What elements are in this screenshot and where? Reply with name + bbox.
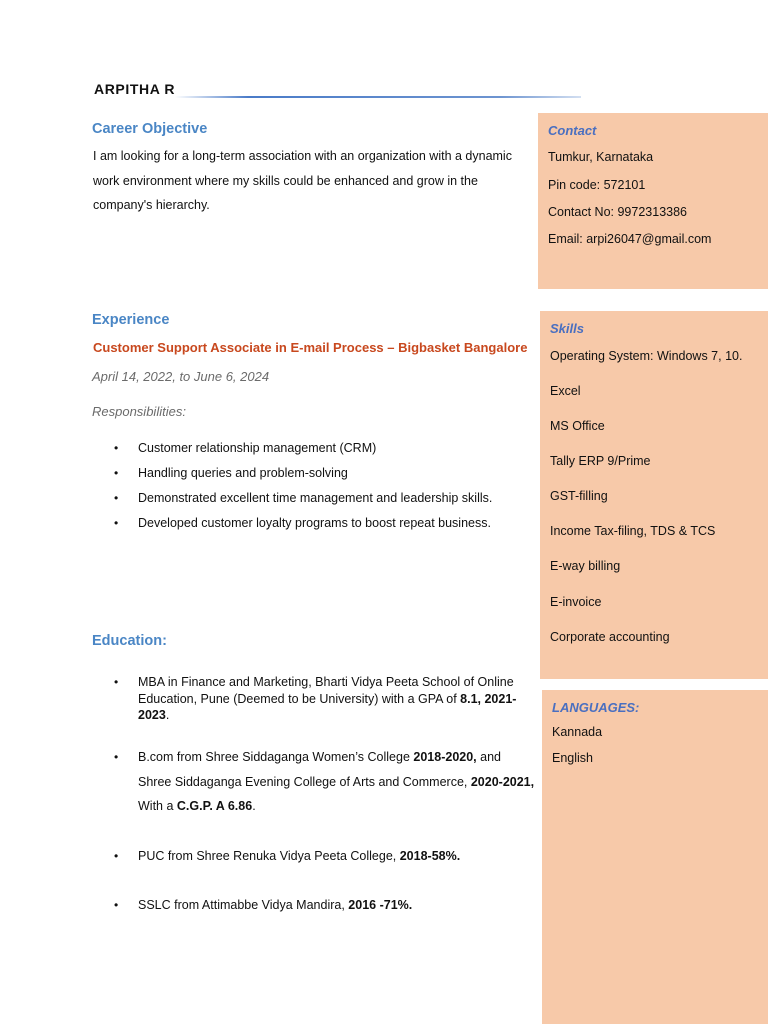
puc-text: PUC from Shree Renuka Vidya Peeta College, [138,849,400,863]
contact-location: Tumkur, Karnataka [548,150,654,164]
responsibilities-list [92,439,532,539]
skill-item: Operating System: Windows 7, 10. [550,349,743,363]
education-item-puc [92,847,542,865]
language-item: Kannada [552,725,603,739]
education-list-bcom [92,745,542,819]
contact-email: Email: arpi26047@gmail.com [548,232,712,246]
skill-item: MS Office [550,419,605,433]
education-list [92,674,540,724]
mba-line1: MBA in Finance and Marketing, Bharti Vidya Peeta School of Online [138,675,514,689]
bcom-line2: Shree Siddaganga Evening College of Arts and Commerce, [138,774,471,789]
bcom-years: 2018-2020, [413,750,477,764]
career-objective-heading: Career Objective [92,121,208,137]
contact-title: Contact [548,123,597,138]
bcom-and: and [476,750,501,764]
skill-item: E-invoice [550,595,602,609]
languages-title: LANGUAGES: [552,700,640,715]
mba-gpa: 8.1, 2021- [460,691,517,706]
list-item: • Handling queries and problem-solving [92,464,532,489]
skill-item: Tally ERP 9/Prime [550,454,651,468]
job-title: Customer Support Associate in E-mail Process – Bigbasket Bangalore [93,340,528,355]
bcom-line3: With a [138,799,177,813]
objective-line: work environment where my skills could be enhanced and grow in the [93,173,478,188]
bcom-evening-years: 2020-2021, [470,774,535,789]
name-underline [175,96,581,98]
resume-name: ARPITHA R [94,81,176,97]
skill-item: Income Tax-filing, TDS & TCS [550,524,716,538]
skills-title: Skills [550,321,584,336]
responsibilities-label: Responsibilities: [92,404,186,419]
skill-item: Excel [550,384,581,398]
skill-item: GST-filling [550,489,608,503]
list-item: • Customer relationship management (CRM) [92,439,532,464]
languages-panel [542,690,768,1024]
language-item: English [552,751,593,765]
skill-item: Corporate accounting [550,630,670,644]
education-heading: Education: [92,633,167,649]
list-item: • Developed customer loyalty programs to boost repeat business. [92,514,532,539]
bcom-cgpa: C.G.P. A 6.86 [176,799,253,813]
education-item-mba [92,674,540,724]
mba-period: . [165,708,170,722]
mba-year-end: 2023 [138,708,166,722]
objective-line: company's hierarchy. [93,198,210,212]
puc-score: 2018-58%. [399,849,461,863]
mba-line2: Education, Pune (Deemed to be University) with a GPA of [138,691,461,706]
education-item-sslc [92,896,542,914]
objective-line: I am looking for a long-term association with an organization with a dynamic [93,149,512,163]
sslc-score: 2016 -71%. [348,898,413,912]
education-list-sslc [92,896,542,914]
career-objective-text [93,144,533,218]
education-item-bcom [92,745,542,819]
sslc-text: SSLC from Attimabbe Vidya Mandira, [138,898,349,912]
skill-item: E-way billing [550,559,621,573]
education-list-puc [92,847,542,865]
job-dates: April 14, 2022, to June 6, 2024 [92,369,270,384]
contact-pincode: Pin code: 572101 [548,178,646,192]
skills-panel [540,311,768,679]
experience-heading: Experience [92,312,170,328]
contact-phone: Contact No: 9972313386 [548,205,687,219]
bcom-line1: B.com from Shree Siddaganga Women’s College [138,750,414,764]
bcom-period: . [252,799,256,813]
contact-panel [538,113,768,289]
list-item: • Demonstrated excellent time management and leadership skills. [92,489,532,514]
